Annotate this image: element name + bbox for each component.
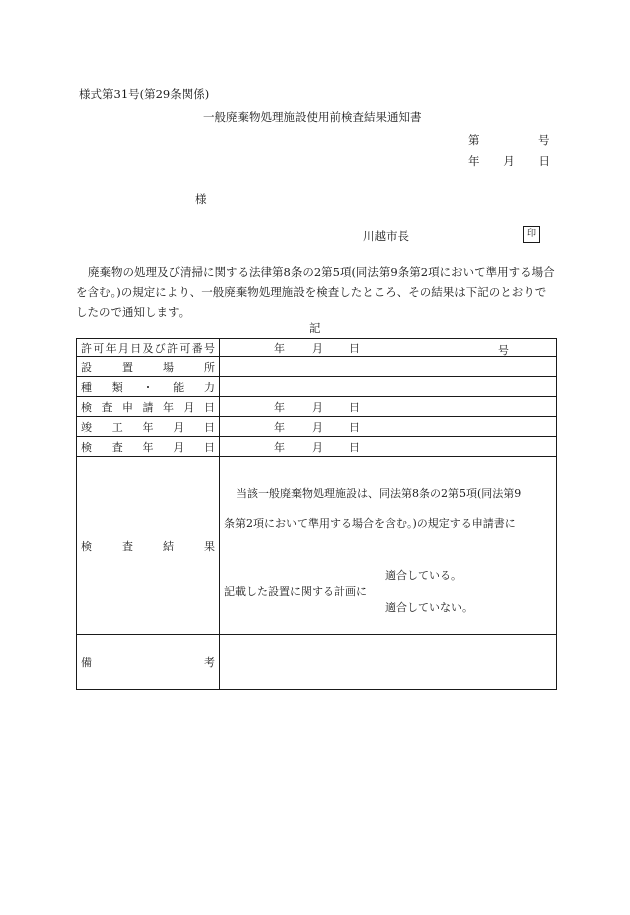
permit-number-suffix: 号	[498, 344, 509, 357]
issue-date	[468, 153, 550, 169]
month-label: 月	[503, 154, 515, 168]
number-suffix: 号	[538, 133, 550, 147]
result-line-2: 条第2項において準用する場合を含む。)の規定する申請書に	[224, 517, 516, 530]
table-row	[77, 457, 557, 635]
document-title: 一般廃棄物処理施設使用前検査結果通知書	[203, 110, 422, 124]
option-not-conform: 適合していない。	[385, 601, 473, 614]
completion-date-value: 年 月 日	[220, 417, 557, 437]
result-value	[220, 457, 557, 635]
table-row	[77, 377, 557, 397]
day-label: 日	[538, 154, 550, 168]
table-row	[77, 357, 557, 377]
row-label-type-capacity: 種 類 ・ 能 力	[77, 377, 220, 397]
form-number: 様式第31号(第29条関係)	[79, 87, 210, 101]
result-line-3: 記載した設置に関する計画に	[224, 585, 367, 598]
row-label-location: 設 置 場 所	[77, 357, 220, 377]
option-conform: 適合している。	[385, 569, 462, 582]
location-value	[220, 357, 557, 377]
number-prefix: 第	[468, 133, 480, 147]
result-line-1: 当該一般廃棄物処理施設は、同法第8条の2第5項(同法第9	[236, 487, 522, 500]
notice-body-text: 廃棄物の処理及び清掃に関する法律第8条の2第5項(同法第9条第2項において準用する場合を含む。)の規定により、一般廃棄物処理施設を検査したところ、その結果は下記のとおりでしたので通知します。	[76, 265, 555, 319]
row-label-application-date: 検 査 申 請 年 月 日	[77, 397, 220, 417]
remarks-value	[220, 635, 557, 690]
sender-name: 川越市長	[363, 229, 409, 243]
row-label-remarks: 備 考	[77, 635, 220, 690]
application-date-value: 年 月 日	[220, 397, 557, 417]
ki-heading: 記	[309, 321, 321, 335]
table-row	[77, 339, 557, 357]
table-row	[77, 437, 557, 457]
row-label-permit: 許 可 年 月 日 及 び 許 可 番 号	[77, 339, 220, 357]
table-row	[77, 397, 557, 417]
seal-stamp: 印	[523, 226, 540, 243]
row-label-inspection-date: 検 査 年 月 日	[77, 437, 220, 457]
addressee-suffix: 様	[195, 192, 207, 206]
year-label: 年	[468, 154, 480, 168]
inspection-date-value: 年 月 日	[220, 437, 557, 457]
row-label-completion-date: 竣 工 年 月 日	[77, 417, 220, 437]
row-label-result: 検 査 結 果	[77, 457, 220, 635]
permit-value: 年 月 日 号	[220, 339, 557, 357]
type-capacity-value	[220, 377, 557, 397]
table-row	[77, 635, 557, 690]
inspection-table	[76, 338, 557, 690]
table-row	[77, 417, 557, 437]
